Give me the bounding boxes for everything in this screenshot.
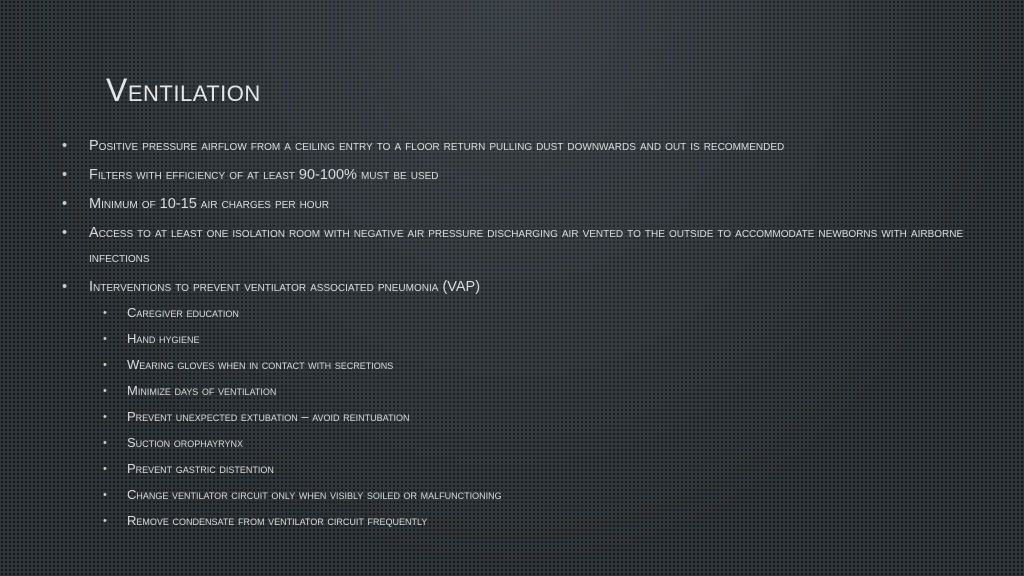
- sub-bullet-item: • Wearing gloves when in contact with secretions: [103, 354, 992, 376]
- bullet-text: Interventions to prevent ventilator associated pneumonia (VAP): [89, 279, 481, 295]
- bullet-item: • Positive pressure airflow from a ceiling entry to a floor return pulling dust downwards and out is recommended: [62, 134, 992, 159]
- bullet-item: • Minimum of 10-15 air charges per hour: [62, 192, 992, 217]
- bullet-item: • Filters with efficiency of at least 90-100% must be used: [62, 163, 992, 188]
- bullet-list: [62, 134, 992, 536]
- slide-title: Ventilation: [106, 72, 261, 108]
- sub-bullet-item: • Prevent gastric distention: [103, 458, 992, 480]
- sub-bullet-item: • Hand hygiene: [103, 328, 992, 350]
- sub-bullet-item: • Prevent unexpected extubation – avoid reintubation: [103, 406, 992, 428]
- bullet-item: • Access to at least one isolation room with negative air pressure discharging air vented to the outside to accommodate newborns with airborne infections: [62, 221, 992, 271]
- sub-bullet-item: • Change ventilator circuit only when visibly soiled or malfunctioning: [103, 484, 992, 506]
- bullet-item-with-subs: [62, 275, 992, 532]
- sub-bullet-list: [89, 302, 992, 532]
- sub-bullet-item: • Suction orophayrynx: [103, 432, 992, 454]
- sub-bullet-item: • Remove condensate from ventilator circuit frequently: [103, 510, 992, 532]
- sub-bullet-item: • Caregiver education: [103, 302, 992, 324]
- sub-bullet-item: • Minimize days of ventilation: [103, 380, 992, 402]
